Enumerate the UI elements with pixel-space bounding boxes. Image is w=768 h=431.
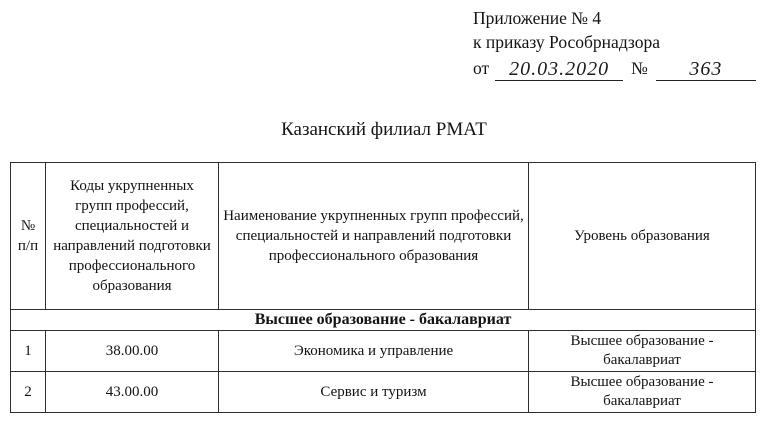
table-row xyxy=(11,331,756,372)
column-header-num: № п/п xyxy=(11,163,46,310)
table-header-row xyxy=(11,163,756,310)
from-label: от xyxy=(473,58,490,78)
table-row xyxy=(11,372,756,413)
order-line: к приказу Рособрнадзора xyxy=(473,32,661,52)
cell-level: Высшее образование - бакалавриат xyxy=(529,372,756,413)
section-row-label: Высшее образование - бакалавриат xyxy=(11,310,756,331)
cell-code: 43.00.00 xyxy=(46,372,219,413)
column-header-level: Уровень образования xyxy=(529,163,756,310)
handwritten-date: 20.03.2020 xyxy=(495,58,623,81)
education-programs-table xyxy=(10,162,756,413)
appendix-line: Приложение № 4 xyxy=(473,8,602,28)
cell-num: 2 xyxy=(11,372,46,413)
cell-name: Экономика и управление xyxy=(219,331,529,372)
page-title: Казанский филиал РМАТ xyxy=(281,119,487,140)
cell-num: 1 xyxy=(11,331,46,372)
column-header-names: Наименование укрупненных групп профессий, специальностей и направлений подготовки профессионального образования xyxy=(219,163,529,310)
column-header-codes: Коды укрупненных групп профессий, специальностей и направлений подготовки профессионального образования xyxy=(46,163,219,310)
date-number-line xyxy=(473,56,765,80)
cell-code: 38.00.00 xyxy=(46,331,219,372)
section-row xyxy=(11,310,756,331)
handwritten-number: 363 xyxy=(656,58,756,81)
cell-level: Высшее образование - бакалавриат xyxy=(529,331,756,372)
cell-name: Сервис и туризм xyxy=(219,372,529,413)
document-header-block xyxy=(473,6,765,80)
numero-sign: № xyxy=(631,58,648,78)
